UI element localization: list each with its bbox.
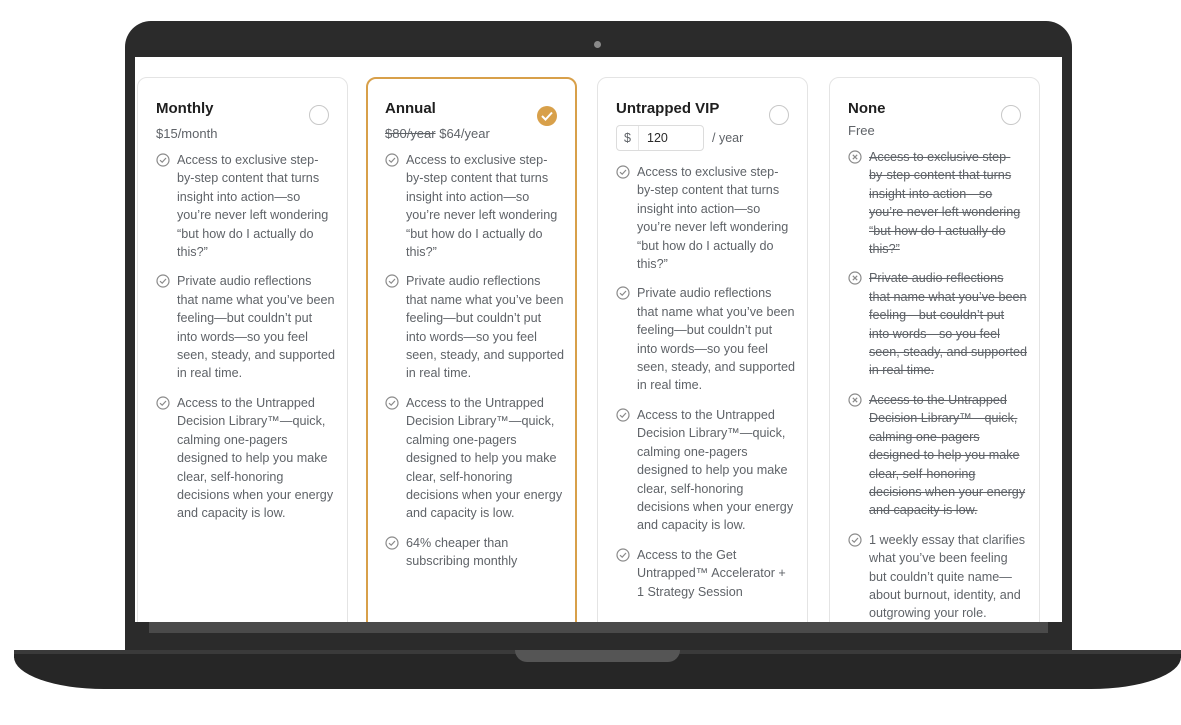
feature-item: 64% cheaper than subscribing monthly [385,534,564,571]
check-circle-icon [385,396,399,415]
vip-amount-box [616,125,704,151]
plan-title: None [848,100,886,117]
plan-price: $15/month [156,126,218,141]
feature-list [616,163,795,601]
plan-card-none[interactable] [829,77,1040,622]
plan-card-vip[interactable] [597,77,808,622]
plan-title: Monthly [156,100,214,117]
check-circle-icon [385,536,399,555]
feature-item: 1 weekly essay that clarifies what you’ve been feeling but couldn’t quite name—about burnout, identity, and outgrowing your role. [848,531,1027,622]
check-circle-icon [385,153,399,172]
x-circle-icon [848,150,862,169]
excluded-feature-item: Private audio reflections that name what you’ve been feeling—but couldn’t put into words—so you feel seen, steady, and supported in real time. [848,269,1027,379]
feature-item: Private audio reflections that name what you’ve been feeling—but couldn’t put into words—so you feel seen, steady, and supported in real time. [156,272,335,382]
feature-list [848,148,1027,622]
feature-item: Access to the Untrapped Decision Library™—quick, calming one-pagers designed to help you make clear, self-honoring decisions when your energy and capacity is low. [616,406,795,535]
check-circle-icon [385,274,399,293]
vip-amount-row [616,125,795,151]
feature-list [385,151,564,571]
feature-item: Access to exclusive step-by-step content that turns insight into action—so you’re never left wondering “but how do I actually do this?” [616,163,795,273]
current-price: $64/year [439,126,490,141]
feature-item: Access to the Get Untrapped™ Accelerator + 1 Strategy Session [616,546,795,601]
vip-amount-input[interactable] [639,131,703,145]
feature-item: Private audio reflections that name what you’ve been feeling—but couldn’t put into words—so you feel seen, steady, and supported in real time. [616,284,795,394]
vip-period: / year [712,131,744,145]
plan-radio-none[interactable] [1001,105,1021,125]
laptop-screen [135,57,1062,622]
plan-radio-vip[interactable] [769,105,789,125]
old-price: $80/year [385,126,436,141]
plan-card-monthly[interactable] [137,77,348,622]
webcam-icon [594,41,601,48]
check-icon [541,111,553,121]
feature-list [156,151,335,523]
feature-item: Private audio reflections that name what you’ve been feeling—but couldn’t put into words—so you feel seen, steady, and supported in real time. [385,272,564,382]
feature-item: Access to exclusive step-by-step content that turns insight into action—so you’re never left wondering “but how do I actually do this?” [156,151,335,261]
check-circle-icon [156,274,170,293]
check-circle-icon [616,548,630,567]
currency-symbol: $ [617,126,639,150]
check-circle-icon [616,286,630,305]
excluded-feature-item: Access to exclusive step-by-step content that turns insight into action—so you’re never left wondering “but how do I actually do this?” [848,148,1027,258]
plan-radio-monthly[interactable] [309,105,329,125]
check-circle-icon [156,396,170,415]
check-circle-icon [616,165,630,184]
check-circle-icon [616,408,630,427]
x-circle-icon [848,393,862,412]
check-circle-icon [848,533,862,552]
plan-card-annual[interactable] [366,77,577,622]
screen-bezel-bottom [149,622,1048,633]
feature-item: Access to the Untrapped Decision Library™—quick, calming one-pagers designed to help you make clear, self-honoring decisions when your energy and capacity is low. [156,394,335,523]
x-circle-icon [848,271,862,290]
plan-radio-annual[interactable] [537,106,557,126]
feature-item: Access to the Untrapped Decision Library™—quick, calming one-pagers designed to help you make clear, self-honoring decisions when your energy and capacity is low. [385,394,564,523]
plan-title: Annual [385,100,436,117]
feature-item: Access to exclusive step-by-step content that turns insight into action—so you’re never left wondering “but how do I actually do this?” [385,151,564,261]
excluded-feature-item: Access to the Untrapped Decision Library™—quick, calming one-pagers designed to help you make clear, self-honoring decisions when your energy and capacity is low. [848,391,1027,520]
plan-title: Untrapped VIP [616,100,720,117]
plan-price [385,126,564,141]
check-circle-icon [156,153,170,172]
plan-price: Free [848,123,875,138]
laptop-notch [515,650,680,662]
